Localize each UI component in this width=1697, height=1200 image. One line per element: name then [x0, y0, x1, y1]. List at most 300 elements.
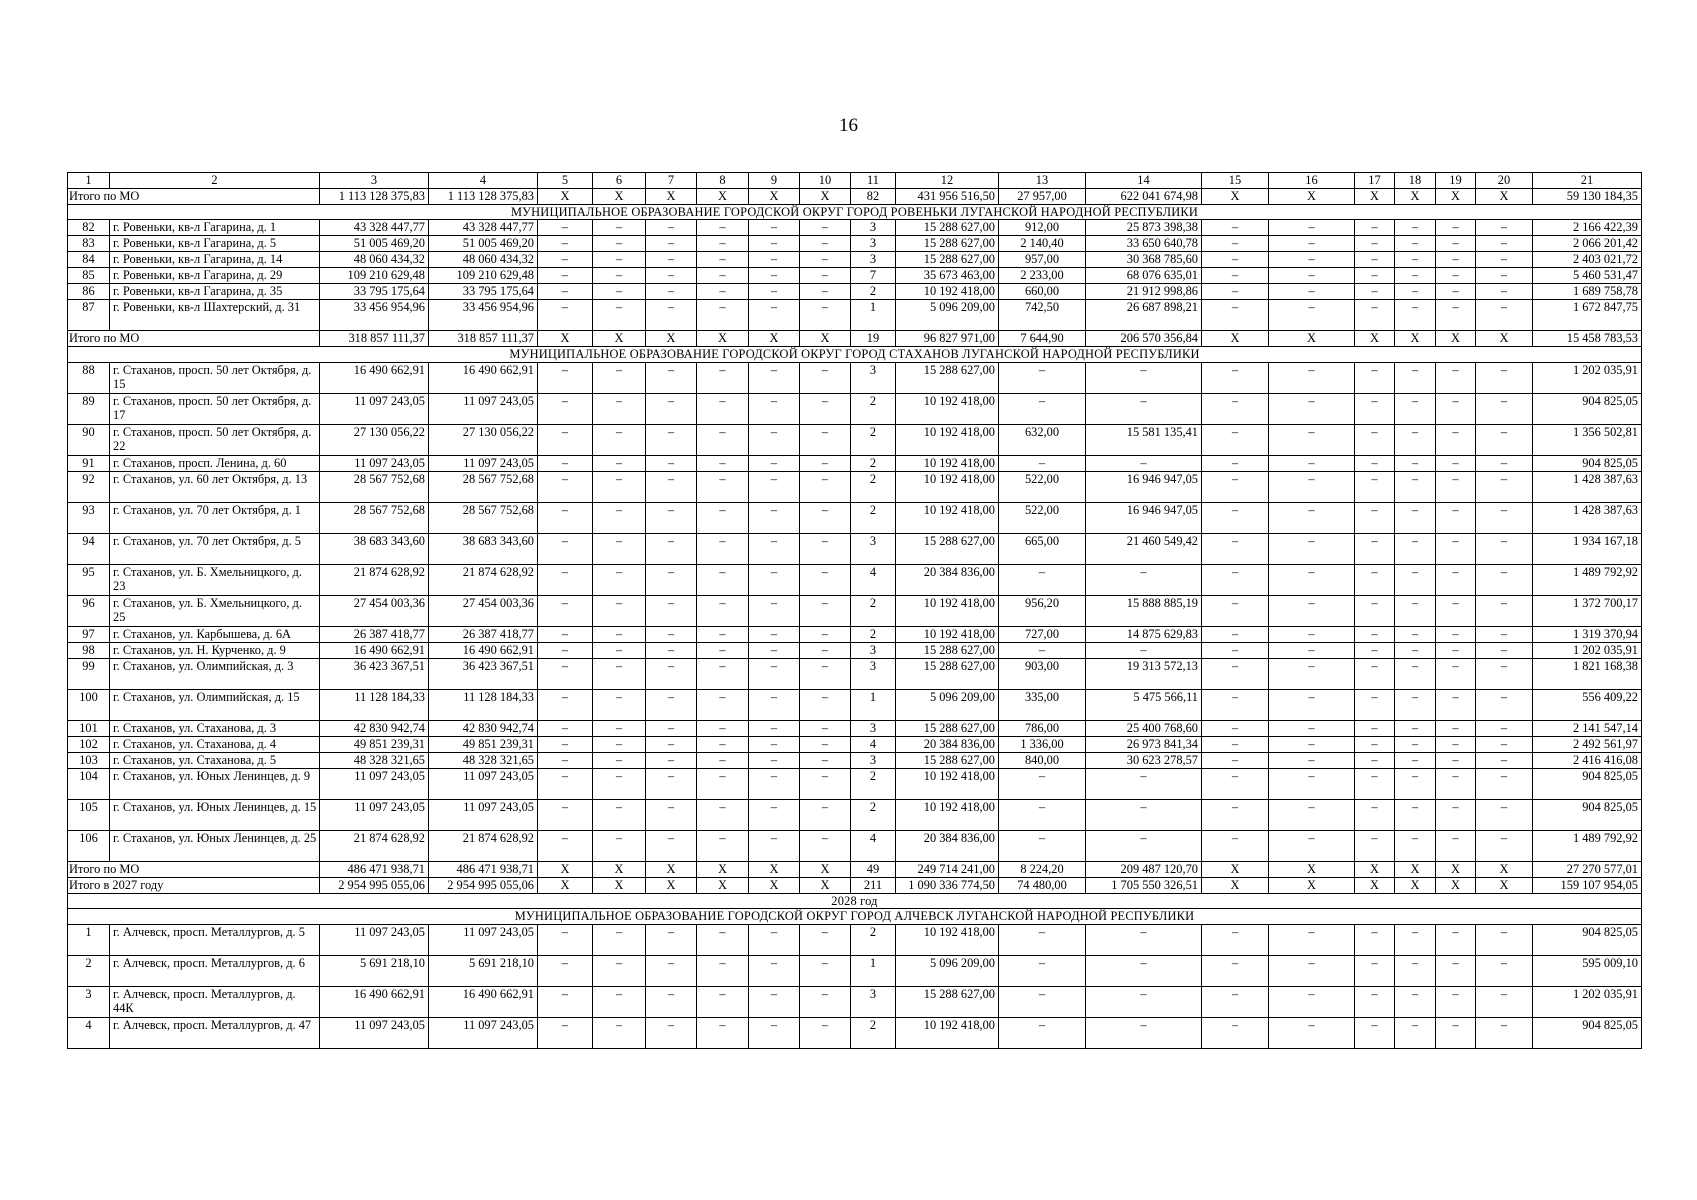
dash-cell: – — [1395, 626, 1436, 642]
row-number: 4 — [68, 1017, 110, 1048]
dash-cell: – — [538, 284, 593, 300]
cost-cell: 11 128 184,33 — [320, 689, 429, 720]
roof-cost-cell: 26 687 898,21 — [1086, 300, 1202, 331]
dash-cell: – — [1476, 642, 1533, 658]
column-number-cell: 18 — [1395, 173, 1436, 189]
page-number: 16 — [839, 115, 858, 136]
dash-cell: – — [1355, 220, 1395, 236]
dash-cell: – — [1269, 924, 1355, 955]
cost-cell: 109 210 629,48 — [320, 268, 429, 284]
dash-cell: – — [1355, 986, 1395, 1017]
dash-cell: – — [646, 564, 697, 595]
cost-cell: 16 490 662,91 — [429, 986, 538, 1017]
area-cell: 956,20 — [999, 595, 1086, 626]
total-cell: 74 480,00 — [999, 877, 1086, 893]
roof-cost-cell: – — [1086, 393, 1202, 424]
cost-cell: 11 097 243,05 — [429, 924, 538, 955]
dash-cell: – — [1202, 362, 1269, 393]
dash-cell: – — [1202, 220, 1269, 236]
total-cell: X — [1269, 331, 1355, 347]
dash-cell: – — [1269, 642, 1355, 658]
dash-cell: – — [1202, 1017, 1269, 1048]
total-cell: 249 714 241,00 — [896, 861, 999, 877]
dash-cell: – — [1355, 455, 1395, 471]
address-cell: г. Стаханов, ул. Б. Хмельницкого, д. 23 — [110, 564, 320, 595]
total-cell: 1 113 128 375,83 — [320, 188, 429, 204]
dash-cell: – — [749, 799, 800, 830]
section-heading: МУНИЦИПАЛЬНОЕ ОБРАЗОВАНИЕ ГОРОДСКОЙ ОКРУГ ГОРОД РОВЕНЬКИ ЛУГАНСКОЙ НАРОДНОЙ РЕСПУБЛИКИ — [68, 204, 1642, 220]
dash-cell: – — [1269, 284, 1355, 300]
dash-cell: – — [1476, 300, 1533, 331]
count-cell: 2 — [851, 799, 896, 830]
cost-cell: 21 874 628,92 — [320, 564, 429, 595]
row-number: 82 — [68, 220, 110, 236]
row-number: 2 — [68, 955, 110, 986]
area-cell: 632,00 — [999, 424, 1086, 455]
elevator-cost-cell: 35 673 463,00 — [896, 268, 999, 284]
row-number: 86 — [68, 284, 110, 300]
dash-cell: – — [1476, 626, 1533, 642]
control-cost-cell: 904 825,05 — [1533, 455, 1642, 471]
area-cell: 786,00 — [999, 720, 1086, 736]
table-row — [68, 533, 1642, 564]
dash-cell: – — [800, 220, 851, 236]
dash-cell: – — [538, 986, 593, 1017]
row-number: 100 — [68, 689, 110, 720]
roof-cost-cell: 16 946 947,05 — [1086, 502, 1202, 533]
dash-cell: – — [1202, 642, 1269, 658]
dash-cell: – — [749, 768, 800, 799]
count-cell: 3 — [851, 220, 896, 236]
column-number-cell: 2 — [110, 173, 320, 189]
column-number-cell: 13 — [999, 173, 1086, 189]
dash-cell: – — [646, 471, 697, 502]
dash-cell: – — [1269, 752, 1355, 768]
control-cost-cell: 904 825,05 — [1533, 799, 1642, 830]
cost-cell: 38 683 343,60 — [429, 533, 538, 564]
roof-cost-cell: – — [1086, 799, 1202, 830]
dash-cell: – — [749, 955, 800, 986]
roof-cost-cell: 16 946 947,05 — [1086, 471, 1202, 502]
control-cost-cell: 904 825,05 — [1533, 768, 1642, 799]
cost-cell: 27 130 056,22 — [320, 424, 429, 455]
count-cell: 4 — [851, 736, 896, 752]
address-cell: г. Ровеньки, кв-л Гагарина, д. 14 — [110, 252, 320, 268]
dash-cell: – — [538, 642, 593, 658]
dash-cell: – — [1355, 502, 1395, 533]
table-row — [68, 986, 1642, 1017]
total-cell: X — [646, 188, 697, 204]
dash-cell: – — [800, 424, 851, 455]
count-cell: 2 — [851, 924, 896, 955]
section-heading: МУНИЦИПАЛЬНОЕ ОБРАЗОВАНИЕ ГОРОДСКОЙ ОКРУГ ГОРОД СТАХАНОВ ЛУГАНСКОЙ НАРОДНОЙ РЕСПУБЛИКИ — [68, 347, 1642, 363]
control-cost-cell: 1 319 370,94 — [1533, 626, 1642, 642]
area-cell: 742,50 — [999, 300, 1086, 331]
elevator-cost-cell: 10 192 418,00 — [896, 768, 999, 799]
cost-cell: 11 097 243,05 — [320, 1017, 429, 1048]
cost-cell: 28 567 752,68 — [320, 502, 429, 533]
control-cost-cell: 2 403 021,72 — [1533, 252, 1642, 268]
dash-cell: – — [1355, 424, 1395, 455]
dash-cell: – — [1476, 658, 1533, 689]
area-cell: 957,00 — [999, 252, 1086, 268]
area-cell: – — [999, 986, 1086, 1017]
dash-cell: – — [1476, 924, 1533, 955]
total-cell: X — [538, 877, 593, 893]
area-cell: 660,00 — [999, 284, 1086, 300]
dash-cell: – — [1436, 768, 1476, 799]
total-cell: 622 041 674,98 — [1086, 188, 1202, 204]
count-cell: 3 — [851, 236, 896, 252]
table-row — [68, 626, 1642, 642]
dash-cell: – — [1202, 626, 1269, 642]
elevator-cost-cell: 15 288 627,00 — [896, 642, 999, 658]
dash-cell: – — [646, 626, 697, 642]
dash-cell: – — [1395, 252, 1436, 268]
total-cell: X — [749, 188, 800, 204]
total-cell: 2 954 995 055,06 — [320, 877, 429, 893]
section-heading-row — [68, 347, 1642, 363]
area-cell: 2 233,00 — [999, 268, 1086, 284]
roof-cost-cell: 68 076 635,01 — [1086, 268, 1202, 284]
cost-cell: 11 097 243,05 — [320, 799, 429, 830]
dash-cell: – — [1355, 626, 1395, 642]
column-number-cell: 10 — [800, 173, 851, 189]
total-cell: 7 644,90 — [999, 331, 1086, 347]
dash-cell: – — [538, 1017, 593, 1048]
dash-cell: – — [1355, 924, 1395, 955]
dash-cell: – — [646, 1017, 697, 1048]
cost-cell: 11 097 243,05 — [320, 455, 429, 471]
area-cell: 665,00 — [999, 533, 1086, 564]
total-cell: 19 — [851, 331, 896, 347]
dash-cell: – — [800, 986, 851, 1017]
address-cell: г. Стаханов, просп. 50 лет Октября, д. 22 — [110, 424, 320, 455]
control-cost-cell: 1 934 167,18 — [1533, 533, 1642, 564]
dash-cell: – — [749, 502, 800, 533]
total-label: Итого в 2027 году — [68, 877, 320, 893]
dash-cell: – — [1476, 533, 1533, 564]
table-row — [68, 924, 1642, 955]
dash-cell: – — [1395, 300, 1436, 331]
dash-cell: – — [1476, 799, 1533, 830]
total-cell: X — [538, 861, 593, 877]
dash-cell: – — [538, 252, 593, 268]
dash-cell: – — [800, 393, 851, 424]
dash-cell: – — [1436, 300, 1476, 331]
dash-cell: – — [697, 236, 749, 252]
total-cell: X — [800, 331, 851, 347]
total-cell: X — [1269, 877, 1355, 893]
row-number: 102 — [68, 736, 110, 752]
cost-cell: 26 387 418,77 — [320, 626, 429, 642]
dash-cell: – — [1355, 362, 1395, 393]
cost-cell: 11 097 243,05 — [429, 455, 538, 471]
dash-cell: – — [1395, 220, 1436, 236]
total-cell: X — [593, 331, 646, 347]
dash-cell: – — [538, 393, 593, 424]
total-cell: X — [749, 877, 800, 893]
elevator-cost-cell: 15 288 627,00 — [896, 362, 999, 393]
dash-cell: – — [1355, 564, 1395, 595]
dash-cell: – — [749, 736, 800, 752]
dash-cell: – — [1476, 471, 1533, 502]
total-cell: 211 — [851, 877, 896, 893]
dash-cell: – — [697, 768, 749, 799]
address-cell: г. Стаханов, ул. Б. Хмельницкого, д. 25 — [110, 595, 320, 626]
elevator-cost-cell: 10 192 418,00 — [896, 626, 999, 642]
total-cell: 206 570 356,84 — [1086, 331, 1202, 347]
dash-cell: – — [1476, 362, 1533, 393]
dash-cell: – — [697, 955, 749, 986]
area-cell: – — [999, 1017, 1086, 1048]
control-cost-cell: 2 166 422,39 — [1533, 220, 1642, 236]
dash-cell: – — [697, 658, 749, 689]
dash-cell: – — [1355, 284, 1395, 300]
dash-cell: – — [697, 1017, 749, 1048]
address-cell: г. Стаханов, просп. Ленина, д. 60 — [110, 455, 320, 471]
area-cell: – — [999, 955, 1086, 986]
total-row — [68, 877, 1642, 893]
dash-cell: – — [800, 236, 851, 252]
row-number: 96 — [68, 595, 110, 626]
dash-cell: – — [697, 564, 749, 595]
control-cost-cell: 1 428 387,63 — [1533, 502, 1642, 533]
roof-cost-cell: 33 650 640,78 — [1086, 236, 1202, 252]
row-number: 99 — [68, 658, 110, 689]
control-cost-cell: 595 009,10 — [1533, 955, 1642, 986]
dash-cell: – — [1269, 1017, 1355, 1048]
table-row — [68, 955, 1642, 986]
dash-cell: – — [1202, 658, 1269, 689]
dash-cell: – — [1476, 252, 1533, 268]
section-heading-row — [68, 909, 1642, 925]
dash-cell: – — [1395, 595, 1436, 626]
cost-cell: 33 795 175,64 — [320, 284, 429, 300]
row-number: 97 — [68, 626, 110, 642]
cost-cell: 5 691 218,10 — [429, 955, 538, 986]
total-cell: X — [1355, 331, 1395, 347]
total-label: Итого по МО — [68, 331, 320, 347]
cost-cell: 16 490 662,91 — [429, 642, 538, 658]
count-cell: 2 — [851, 626, 896, 642]
total-cell: X — [1395, 877, 1436, 893]
roof-cost-cell: – — [1086, 564, 1202, 595]
total-cell: X — [1202, 331, 1269, 347]
cost-cell: 11 128 184,33 — [429, 689, 538, 720]
area-cell: 727,00 — [999, 626, 1086, 642]
dash-cell: – — [800, 1017, 851, 1048]
total-cell: X — [749, 331, 800, 347]
roof-cost-cell: 19 313 572,13 — [1086, 658, 1202, 689]
dash-cell: – — [749, 752, 800, 768]
dash-cell: – — [538, 533, 593, 564]
elevator-cost-cell: 15 288 627,00 — [896, 533, 999, 564]
dash-cell: – — [593, 424, 646, 455]
dash-cell: – — [538, 300, 593, 331]
cost-cell: 51 005 469,20 — [320, 236, 429, 252]
dash-cell: – — [1355, 689, 1395, 720]
dash-cell: – — [749, 986, 800, 1017]
elevator-cost-cell: 10 192 418,00 — [896, 595, 999, 626]
total-cell: X — [1355, 877, 1395, 893]
area-cell: 335,00 — [999, 689, 1086, 720]
table-row — [68, 220, 1642, 236]
column-number-cell: 12 — [896, 173, 999, 189]
dash-cell: – — [1269, 799, 1355, 830]
dash-cell: – — [538, 689, 593, 720]
dash-cell: – — [697, 502, 749, 533]
dash-cell: – — [593, 642, 646, 658]
total-cell: 2 954 995 055,06 — [429, 877, 538, 893]
cost-cell: 38 683 343,60 — [320, 533, 429, 564]
count-cell: 2 — [851, 424, 896, 455]
dash-cell: – — [800, 626, 851, 642]
dash-cell: – — [646, 924, 697, 955]
column-number-cell: 5 — [538, 173, 593, 189]
dash-cell: – — [1476, 768, 1533, 799]
total-cell: X — [1476, 188, 1533, 204]
row-number: 103 — [68, 752, 110, 768]
dash-cell: – — [538, 471, 593, 502]
cost-cell: 48 060 434,32 — [429, 252, 538, 268]
row-number: 1 — [68, 924, 110, 955]
control-cost-cell: 2 066 201,42 — [1533, 236, 1642, 252]
dash-cell: – — [646, 300, 697, 331]
dash-cell: – — [800, 533, 851, 564]
row-number: 95 — [68, 564, 110, 595]
dash-cell: – — [1202, 284, 1269, 300]
dash-cell: – — [538, 658, 593, 689]
area-cell: 2 140,40 — [999, 236, 1086, 252]
elevator-cost-cell: 10 192 418,00 — [896, 1017, 999, 1048]
dash-cell: – — [646, 720, 697, 736]
cost-cell: 48 328 321,65 — [320, 752, 429, 768]
total-cell: X — [800, 188, 851, 204]
dash-cell: – — [593, 252, 646, 268]
roof-cost-cell: – — [1086, 830, 1202, 861]
cost-cell: 48 328 321,65 — [429, 752, 538, 768]
dash-cell: – — [749, 642, 800, 658]
dash-cell: – — [1476, 736, 1533, 752]
dash-cell: – — [697, 424, 749, 455]
dash-cell: – — [1436, 689, 1476, 720]
dash-cell: – — [1202, 471, 1269, 502]
dash-cell: – — [1436, 986, 1476, 1017]
dash-cell: – — [1395, 533, 1436, 564]
table-row — [68, 471, 1642, 502]
total-cell: X — [646, 331, 697, 347]
dash-cell: – — [1395, 924, 1436, 955]
dash-cell: – — [538, 924, 593, 955]
dash-cell: – — [1436, 720, 1476, 736]
dash-cell: – — [697, 986, 749, 1017]
elevator-cost-cell: 10 192 418,00 — [896, 284, 999, 300]
dash-cell: – — [749, 564, 800, 595]
elevator-cost-cell: 10 192 418,00 — [896, 502, 999, 533]
dash-cell: – — [1202, 424, 1269, 455]
dash-cell: – — [1436, 471, 1476, 502]
cost-cell: 27 454 003,36 — [429, 595, 538, 626]
dash-cell: – — [1395, 362, 1436, 393]
total-cell: X — [1476, 861, 1533, 877]
address-cell: г. Ровеньки, кв-л Гагарина, д. 1 — [110, 220, 320, 236]
total-cell: X — [1395, 188, 1436, 204]
dash-cell: – — [593, 720, 646, 736]
dash-cell: – — [1436, 393, 1476, 424]
dash-cell: – — [749, 1017, 800, 1048]
dash-cell: – — [593, 830, 646, 861]
total-cell: X — [1476, 331, 1533, 347]
total-cell: X — [1202, 188, 1269, 204]
area-cell: 912,00 — [999, 220, 1086, 236]
address-cell: г. Стаханов, ул. 60 лет Октября, д. 13 — [110, 471, 320, 502]
dash-cell: – — [593, 955, 646, 986]
roof-cost-cell: – — [1086, 1017, 1202, 1048]
dash-cell: – — [749, 268, 800, 284]
row-number: 104 — [68, 768, 110, 799]
cost-cell: 11 097 243,05 — [429, 393, 538, 424]
dash-cell: – — [800, 955, 851, 986]
dash-cell: – — [1436, 955, 1476, 986]
total-cell: X — [538, 188, 593, 204]
dash-cell: – — [800, 268, 851, 284]
dash-cell: – — [1395, 502, 1436, 533]
roof-cost-cell: – — [1086, 642, 1202, 658]
dash-cell: – — [593, 595, 646, 626]
dash-cell: – — [646, 268, 697, 284]
count-cell: 3 — [851, 658, 896, 689]
control-cost-cell: 1 428 387,63 — [1533, 471, 1642, 502]
dash-cell: – — [697, 752, 749, 768]
count-cell: 4 — [851, 564, 896, 595]
dash-cell: – — [1436, 924, 1476, 955]
dash-cell: – — [749, 220, 800, 236]
cost-cell: 11 097 243,05 — [320, 768, 429, 799]
column-number-cell: 11 — [851, 173, 896, 189]
dash-cell: – — [1269, 830, 1355, 861]
dash-cell: – — [538, 236, 593, 252]
area-cell: 903,00 — [999, 658, 1086, 689]
roof-cost-cell: 21 912 998,86 — [1086, 284, 1202, 300]
dash-cell: – — [1202, 533, 1269, 564]
dash-cell: – — [1436, 252, 1476, 268]
total-cell: X — [749, 861, 800, 877]
address-cell: г. Стаханов, просп. 50 лет Октября, д. 15 — [110, 362, 320, 393]
dash-cell: – — [1202, 595, 1269, 626]
count-cell: 3 — [851, 720, 896, 736]
elevator-cost-cell: 5 096 209,00 — [896, 955, 999, 986]
dash-cell: – — [1269, 626, 1355, 642]
dash-cell: – — [697, 252, 749, 268]
table-row — [68, 284, 1642, 300]
dash-cell: – — [593, 236, 646, 252]
total-cell: X — [1355, 861, 1395, 877]
control-cost-cell: 2 492 561,97 — [1533, 736, 1642, 752]
control-cost-cell: 1 202 035,91 — [1533, 642, 1642, 658]
dash-cell: – — [1395, 471, 1436, 502]
column-number-cell: 9 — [749, 173, 800, 189]
dash-cell: – — [1395, 768, 1436, 799]
total-cell: X — [697, 861, 749, 877]
dash-cell: – — [1202, 252, 1269, 268]
section-heading-row — [68, 204, 1642, 220]
cost-cell: 33 456 954,96 — [320, 300, 429, 331]
dash-cell: – — [1436, 595, 1476, 626]
dash-cell: – — [593, 736, 646, 752]
address-cell: г. Стаханов, ул. Юных Ленинцев, д. 9 — [110, 768, 320, 799]
table-row — [68, 658, 1642, 689]
